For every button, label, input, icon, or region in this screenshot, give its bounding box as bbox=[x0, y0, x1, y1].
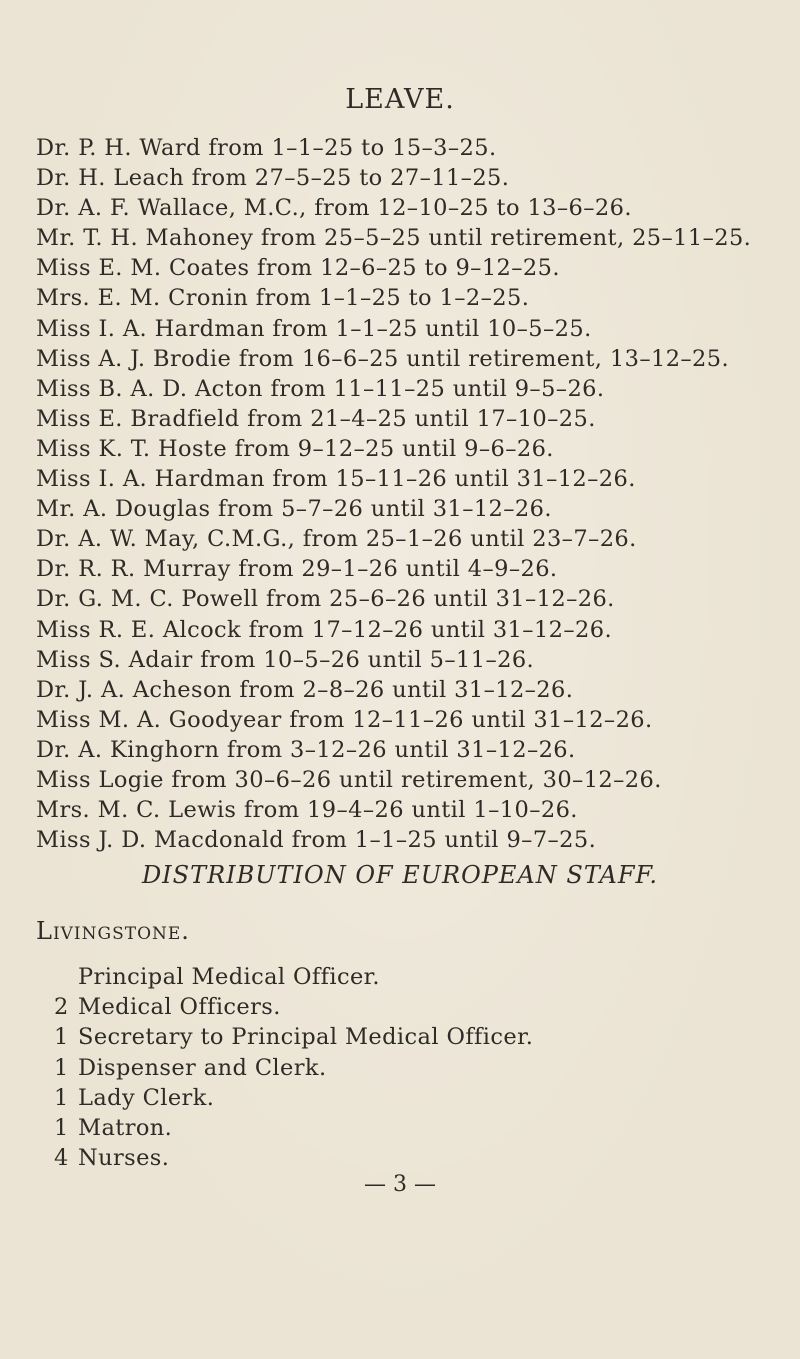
leave-entry: Miss A. J. Brodie from 16–6–25 until retirement, 13–12–25. bbox=[36, 345, 730, 372]
staff-role: Secretary to Principal Medical Officer. bbox=[78, 1024, 534, 1051]
staff-item bbox=[54, 992, 533, 1022]
staff-item bbox=[54, 1113, 533, 1143]
leave-entry: Miss K. T. Hoste from 9–12–25 until 9–6–26. bbox=[36, 435, 554, 462]
staff-role: Lady Clerk. bbox=[78, 1084, 215, 1111]
staff-count: 1 bbox=[54, 1084, 69, 1111]
staff-role: Dispenser and Clerk. bbox=[78, 1054, 327, 1081]
leave-entry: Mrs. M. C. Lewis from 19–4–26 until 1–10–26. bbox=[36, 797, 578, 824]
leave-entry: Dr. H. Leach from 27–5–25 to 27–11–25. bbox=[36, 165, 510, 192]
staff-item bbox=[54, 1022, 533, 1052]
staff-item bbox=[54, 1143, 533, 1173]
leave-entry: Dr. A. Kinghorn from 3–12–26 until 31–12–26. bbox=[36, 736, 576, 763]
leave-list bbox=[36, 133, 796, 855]
leave-entry: Mr. A. Douglas from 5–7–26 until 31–12–26. bbox=[36, 496, 552, 523]
staff-count: 4 bbox=[54, 1145, 69, 1172]
leave-entry: Miss R. E. Alcock from 17–12–26 until 31–12–26. bbox=[36, 616, 613, 643]
leave-entry: Mr. T. H. Mahoney from 25–5–25 until retirement, 25–11–25. bbox=[36, 225, 752, 252]
staff-list bbox=[54, 962, 533, 1173]
leave-entry: Miss M. A. Goodyear from 12–11–26 until 31–12–26. bbox=[36, 706, 653, 733]
leave-entry: Miss J. D. Macdonald from 1–1–25 until 9–7–25. bbox=[36, 827, 597, 854]
staff-count: 1 bbox=[54, 1114, 69, 1141]
leave-entry: Miss I. A. Hardman from 1–1–25 until 10–5–25. bbox=[36, 315, 592, 342]
leave-entry: Miss Logie from 30–6–26 until retirement, 30–12–26. bbox=[36, 766, 662, 793]
distribution-title: DISTRIBUTION OF EUROPEAN STAFF. bbox=[141, 861, 659, 889]
staff-role: Nurses. bbox=[78, 1145, 170, 1172]
staff-item bbox=[54, 1083, 533, 1113]
staff-count: 1 bbox=[54, 1054, 69, 1081]
staff-role: Matron. bbox=[78, 1114, 173, 1141]
leave-entry: Miss B. A. D. Acton from 11–11–25 until 9–5–26. bbox=[36, 375, 605, 402]
leave-entry: Dr. A. W. May, C.M.G., from 25–1–26 until 23–7–26. bbox=[36, 526, 637, 553]
leave-entry: Miss E. M. Coates from 12–6–25 to 9–12–25. bbox=[36, 255, 560, 282]
page-number: — 3 — bbox=[364, 1172, 436, 1197]
staff-role: Medical Officers. bbox=[78, 994, 281, 1021]
leave-entry: Dr. A. F. Wallace, M.C., from 12–10–25 to 13–6–26. bbox=[36, 195, 632, 222]
leave-heading: LEAVE. bbox=[345, 84, 455, 115]
leave-entry: Dr. P. H. Ward from 1–1–25 to 15–3–25. bbox=[36, 135, 497, 161]
leave-entry: Miss S. Adair from 10–5–26 until 5–11–26. bbox=[36, 646, 535, 673]
leave-entry: Miss I. A. Hardman from 15–11–26 until 31–12–26. bbox=[36, 466, 636, 493]
staff-item bbox=[54, 962, 533, 992]
leave-entry: Dr. J. A. Acheson from 2–8–26 until 31–12–26. bbox=[36, 676, 574, 703]
station-name: Livingstone. bbox=[36, 917, 190, 945]
staff-role: Principal Medical Officer. bbox=[78, 964, 380, 990]
leave-entry: Dr. R. R. Murray from 29–1–26 until 4–9–26. bbox=[36, 556, 558, 583]
staff-count: 1 bbox=[54, 1024, 69, 1051]
staff-count: 2 bbox=[54, 994, 69, 1021]
leave-entry: Dr. G. M. C. Powell from 25–6–26 until 31–12–26. bbox=[36, 586, 615, 613]
leave-entry: Mrs. E. M. Cronin from 1–1–25 to 1–2–25. bbox=[36, 285, 530, 312]
staff-item bbox=[54, 1053, 533, 1083]
leave-entry: Miss E. Bradfield from 21–4–25 until 17–10–25. bbox=[36, 405, 596, 432]
